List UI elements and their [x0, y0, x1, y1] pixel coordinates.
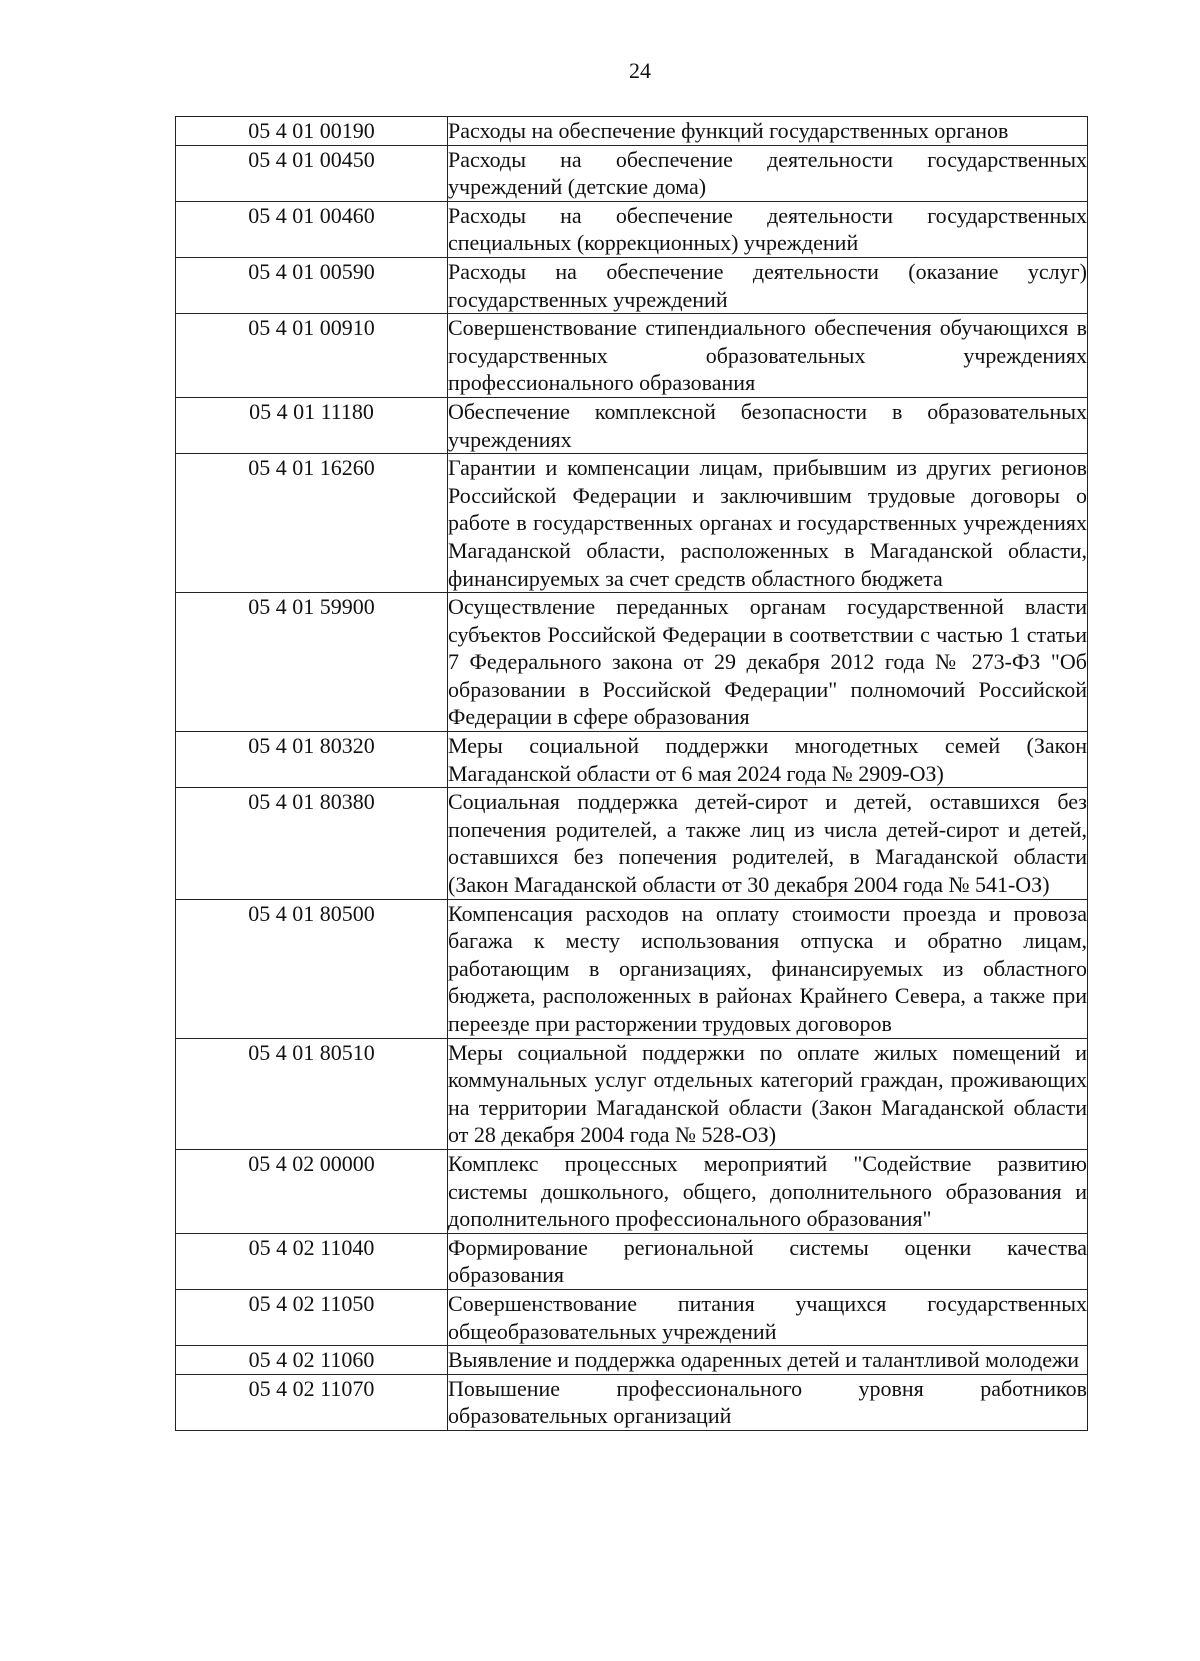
budget-code-cell: 05 4 01 80510 [176, 1038, 448, 1149]
expense-description-cell: Расходы на обеспечение деятельности государственных учреждений (детские дома) [448, 145, 1088, 201]
expense-description-cell: Меры социальной поддержки по оплате жилых помещений и коммунальных услуг отдельных категорий граждан, проживающих на территории Магаданской области (Закон Магаданской области от 28 декабря 2004 года № 528-ОЗ) [448, 1038, 1088, 1149]
expense-description-cell: Осуществление переданных органам государственной власти субъектов Российской Федерации в соответствии с частью 1 статьи 7 Федерального закона от 29 декабря 2012 года № 273-ФЗ "Об образовании в Российской Федерации" полномочий Российской Федерации в сфере образования [448, 593, 1088, 732]
expense-description-cell: Расходы на обеспечение функций государственных органов [448, 117, 1088, 146]
expense-description-cell: Расходы на обеспечение деятельности государственных специальных (коррекционных) учреждений [448, 201, 1088, 257]
expense-description-cell: Социальная поддержка детей-сирот и детей, оставшихся без попечения родителей, а также лиц из числа детей-сирот и детей, оставшихся без попечения родителей, в Магаданской области (Закон Магаданской области от 30 декабря 2004 года № 541-ОЗ) [448, 788, 1088, 899]
budget-code-cell: 05 4 01 80380 [176, 788, 448, 899]
budget-code-cell: 05 4 01 11180 [176, 397, 448, 453]
budget-code-cell: 05 4 01 00450 [176, 145, 448, 201]
table-row [176, 1149, 1088, 1233]
table-row [176, 1289, 1088, 1345]
budget-code-cell: 05 4 02 00000 [176, 1149, 448, 1233]
expense-description-cell: Компенсация расходов на оплату стоимости проезда и провоза багажа к месту использования отпуска и обратно лицам, работающим в организациях, финансируемых из областного бюджета, расположенных в районах Крайнего Севера, а также при переезде при расторжении трудовых договоров [448, 899, 1088, 1038]
budget-code-cell: 05 4 01 80500 [176, 899, 448, 1038]
table-row [176, 593, 1088, 732]
budget-code-cell: 05 4 01 00460 [176, 201, 448, 257]
budget-code-cell: 05 4 01 16260 [176, 454, 448, 593]
budget-code-cell: 05 4 01 00910 [176, 314, 448, 398]
budget-code-cell: 05 4 02 11060 [176, 1346, 448, 1375]
page-number: 24 [629, 58, 651, 83]
budget-code-cell: 05 4 02 11070 [176, 1374, 448, 1430]
table-row [176, 201, 1088, 257]
table-row [176, 1038, 1088, 1149]
table-row [176, 1374, 1088, 1430]
table-row [176, 145, 1088, 201]
expense-description-cell: Выявление и поддержка одаренных детей и талантливой молодежи [448, 1346, 1088, 1375]
table-row [176, 1346, 1088, 1375]
budget-code-cell: 05 4 01 59900 [176, 593, 448, 732]
budget-code-cell: 05 4 01 00590 [176, 257, 448, 313]
budget-code-cell: 05 4 02 11050 [176, 1289, 448, 1345]
expense-description-cell: Обеспечение комплексной безопасности в образовательных учреждениях [448, 397, 1088, 453]
budget-code-cell: 05 4 01 00190 [176, 117, 448, 146]
budget-code-cell: 05 4 02 11040 [176, 1233, 448, 1289]
table-row [176, 397, 1088, 453]
budget-code-cell: 05 4 01 80320 [176, 732, 448, 788]
expense-description-cell: Комплекс процессных мероприятий "Содействие развитию системы дошкольного, общего, дополнительного образования и дополнительного профессионального образования" [448, 1149, 1088, 1233]
table-row [176, 732, 1088, 788]
table-row [176, 788, 1088, 899]
table-body [176, 117, 1088, 1431]
expense-description-cell: Совершенствование питания учащихся государственных общеобразовательных учреждений [448, 1289, 1088, 1345]
budget-codes-table [175, 116, 1088, 1431]
table-row [176, 454, 1088, 593]
expense-description-cell: Совершенствование стипендиального обеспечения обучающихся в государственных образовательных учреждениях профессионального образования [448, 314, 1088, 398]
expense-description-cell: Гарантии и компенсации лицам, прибывшим из других регионов Российской Федерации и заключившим трудовые договоры о работе в государственных органах и государственных учреждениях Магаданской области, расположенных в Магаданской области, финансируемых за счет средств областного бюджета [448, 454, 1088, 593]
expense-description-cell: Расходы на обеспечение деятельности (оказание услуг) государственных учреждений [448, 257, 1088, 313]
table-row [176, 314, 1088, 398]
table-row [176, 1233, 1088, 1289]
table-row [176, 257, 1088, 313]
expense-description-cell: Формирование региональной системы оценки качества образования [448, 1233, 1088, 1289]
table-row [176, 899, 1088, 1038]
table-row [176, 117, 1088, 146]
expense-description-cell: Повышение профессионального уровня работников образовательных организаций [448, 1374, 1088, 1430]
expense-description-cell: Меры социальной поддержки многодетных семей (Закон Магаданской области от 6 мая 2024 года № 2909-ОЗ) [448, 732, 1088, 788]
